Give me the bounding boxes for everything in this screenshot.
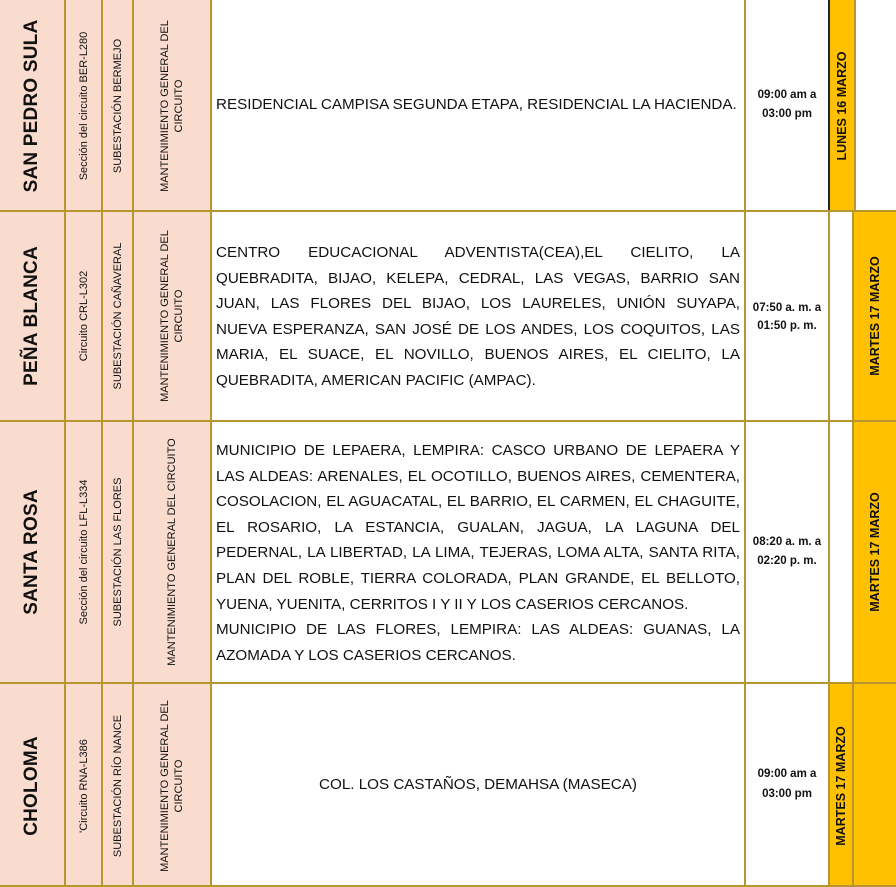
date-cell-extension [854,684,896,887]
maintenance-cell [134,0,212,211]
city-name: CHOLOMA [21,735,42,836]
substation-label: SUBESTACIÓN RÍO NANCE [111,714,124,857]
date-cell [830,0,854,211]
city-cell [0,212,66,420]
maintenance-cell [134,212,212,420]
maintenance-label: MANTENIMIENTO GENERAL DEL CIRCUITO [159,230,185,402]
city-cell [0,422,66,682]
city-name: SAN PEDRO SULA [21,19,42,192]
areas-cell [212,422,746,682]
maintenance-cell [134,422,212,682]
time-end: 03:00 pm [762,788,812,800]
circuit-cell [66,212,103,420]
substation-label: SUBESTACIÓN BERMEJO [111,38,124,173]
date-cell [854,212,896,420]
time-cell [746,422,830,682]
substation-cell [103,422,134,682]
city-cell [0,0,66,211]
areas-paragraph-1: MUNICIPIO DE LEPAERA, LEMPIRA: CASCO URBANO DE LEPAERA Y LAS ALDEAS: ARENALES, EL OCOTILLO, BUENOS AIRES, CEMENTERA, COSOLACION, EL AGUACATAL, EL BARRIO, EL CARMEN, EL CHAGUITE, EL ROSARIO, LA ESTANCIA, GUALAN, JAGUA, LA LAGUNA DEL PEDERNAL, LA LIBERTAD, LA LIMA, TEJERAS, LOMA ALTA, SANTA RITA, PLAN DEL ROBLE, TIERRA COLORADA, PLAN GRANDE, EL BELLOTO, YUENA, YUENITA, CERRITOS I Y II Y LOS CASERIOS CERCANOS. [216,442,740,613]
time-cell [746,0,830,211]
maintenance-label: MANTENIMIENTO GENERAL DEL CIRCUITO [159,19,185,192]
date-cell [854,422,896,682]
areas-cell [212,0,746,211]
time-start: 08:20 a. m. a [752,536,822,548]
time-end: 01:50 p. m. [757,320,817,332]
time-end: 02:20 p. m. [757,555,817,567]
substation-cell [103,212,134,420]
date-cell [830,684,854,887]
time-start: 09:00 am a [757,768,817,780]
substation-cell [103,684,134,887]
date-label: MARTES 17 MARZO [868,256,882,376]
city-name: SANTA ROSA [21,489,42,615]
circuit-cell [66,0,103,211]
circuit-cell [66,422,103,682]
maintenance-cell [134,684,212,887]
time-start: 07:50 a. m. a [752,302,822,314]
areas-paragraph-2: MUNICIPIO DE LAS FLORES, LEMPIRA: LAS ALDEAS: GUANAS, LA AZOMADA Y LOS CASERIOS CERCANOS. [216,621,740,664]
areas-cell [212,212,746,420]
table-row [0,212,896,420]
time-cell [746,684,830,887]
circuit-label: Circuito CRL-L302 [77,270,90,362]
affected-areas [216,438,740,668]
maintenance-label: MANTENIMIENTO GENERAL DEL CIRCUITO [166,438,178,666]
city-name: PEÑA BLANCA [21,246,42,386]
date-label: MARTES 17 MARZO [834,725,848,846]
table-row [0,422,896,682]
time-end: 03:00 pm [762,108,812,120]
date-label: LUNES 16 MARZO [835,50,849,161]
time-start: 09:00 am a [757,89,817,101]
affected-areas: COL. LOS CASTAÑOS, DEMAHSA (MASECA) [319,776,637,793]
circuit-label: Sección del circuito LFL-L334 [77,479,90,625]
spacer-cell [830,212,854,420]
date-label: MARTES 17 MARZO [868,492,882,612]
affected-areas: RESIDENCIAL CAMPISA SEGUNDA ETAPA, RESIDENCIAL LA HACIENDA. [216,96,737,113]
maintenance-label: MANTENIMIENTO GENERAL DEL CIRCUITO [159,699,185,872]
affected-areas: CENTRO EDUCACIONAL ADVENTISTA(CEA),EL CIELITO, LA QUEBRADITA, BIJAO, KELEPA, CEDRAL, LAS VEGAS, BARRIO SAN JUAN, LAS FLORES DEL BIJAO, LOS LAURELES, UNIÓN SUYAPA, NUEVA ESPERANZA, SAN JOSÉ DE LOS ANDES, LOS COQUITOS, LAS MARIA, EL SUACE, EL NOVILLO, BUENOS AIRES, EL CIELITO, LA QUEBRADITA, AMERICAN PACIFIC (AMPAC). [216,244,740,389]
areas-cell [212,684,746,887]
city-cell [0,684,66,887]
substation-label: SUBESTACIÓN CAÑAVERAL [111,242,124,390]
table-row [0,0,896,211]
time-cell [746,212,830,420]
substation-label: SUBESTACIÓN LAS FLORES [111,477,124,627]
spacer-cell [854,0,896,211]
circuit-label: 'Circuito RNA-L386 [77,738,90,833]
circuit-label: Sección del circuito BER-L280 [77,31,90,180]
substation-cell [103,0,134,211]
circuit-cell [66,684,103,887]
table-row [0,684,896,887]
spacer-cell [830,422,854,682]
